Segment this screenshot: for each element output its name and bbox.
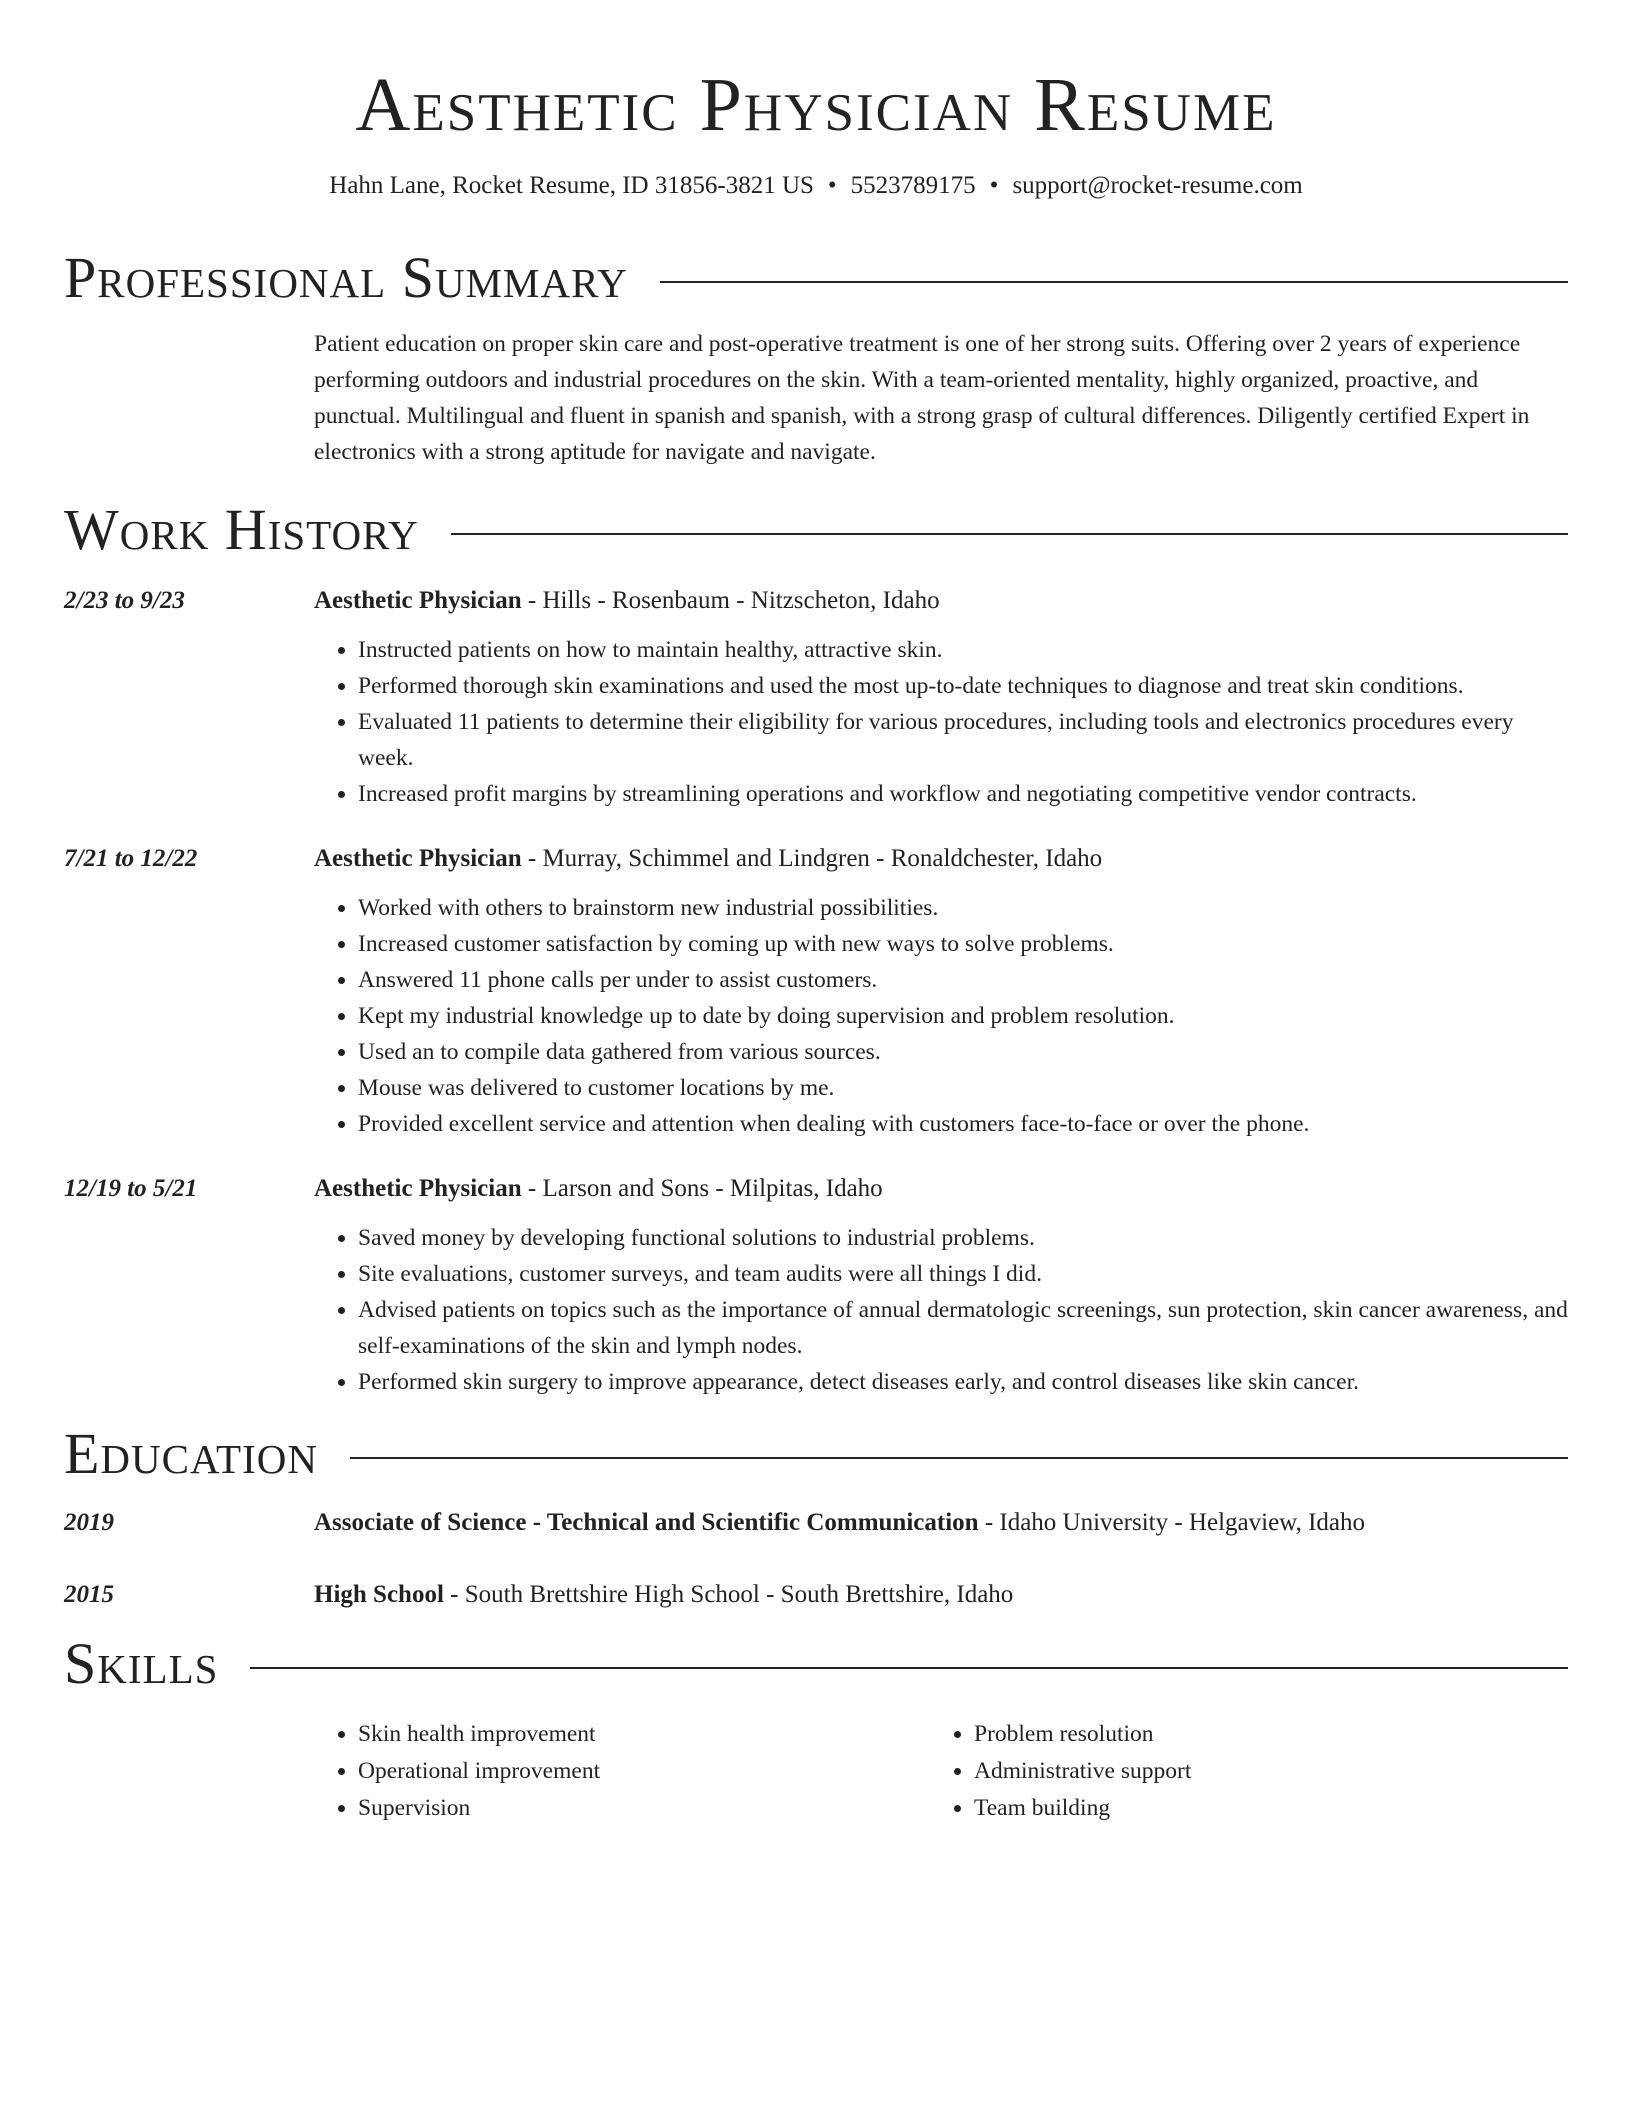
job-employer: - Murray, Schimmel and Lindgren - Ronaldchester, Idaho (521, 845, 1103, 872)
education-entry (64, 1506, 1568, 1540)
skills-column-right (930, 1716, 1546, 1827)
list-item: • Worked with others to brainstorm new industrial possibilities. (358, 890, 1568, 926)
job-dates: 2/23 to 9/23 (64, 587, 185, 614)
job-entry (64, 584, 1568, 812)
list-item: • Increased profit margins by streamlining operations and workflow and negotiating competitive vendor contracts. (358, 776, 1568, 812)
resume-page (64, 0, 1568, 1827)
job-title: Aesthetic Physician (314, 1175, 522, 1202)
list-item: • Operational improvement (358, 1753, 930, 1790)
summary-text: Patient education on proper skin care and post-operative treatment is one of her strong suits. Offering over 2 years of experience performing outdoors and industrial procedures on the skin. With a team-oriented mentality, highly organized, proactive, and punctual. Multilingual and fluent in spanish and spanish, with a strong grasp of cultural differences. Diligently certified Expert in electronics with a strong aptitude for navigate and navigate. (314, 331, 1530, 465)
school: - Idaho University - Helgaview, Idaho (978, 1509, 1366, 1536)
section-title: Skills (64, 1631, 219, 1696)
job-bullets (314, 890, 1568, 1142)
divider (451, 533, 1568, 535)
job-bullets (314, 632, 1568, 812)
degree: Associate of Science - Technical and Scientific Communication (314, 1509, 979, 1536)
section-work-heading (64, 498, 1568, 562)
section-title: Education (64, 1421, 318, 1486)
divider (350, 1457, 1568, 1459)
list-item: • Administrative support (974, 1753, 1546, 1790)
job-header (314, 584, 1568, 618)
education-entry (64, 1578, 1568, 1612)
section-title: Work History (64, 497, 419, 562)
job-dates: 7/21 to 12/22 (64, 845, 198, 872)
divider (660, 281, 1568, 283)
address: Hahn Lane, Rocket Resume, ID 31856-3821 US (329, 172, 814, 199)
job-employer: - Larson and Sons - Milpitas, Idaho (521, 1175, 883, 1202)
list-item: • Kept my industrial knowledge up to date by doing supervision and problem resolution. (358, 998, 1568, 1034)
education-year: 2019 (64, 1509, 114, 1536)
list-item: • Instructed patients on how to maintain healthy, attractive skin. (358, 632, 1568, 668)
job-dates: 12/19 to 5/21 (64, 1175, 198, 1202)
job-header (314, 1172, 1568, 1206)
list-item: • Saved money by developing functional solutions to industrial problems. (358, 1220, 1568, 1256)
list-item: • Mouse was delivered to customer locations by me. (358, 1070, 1568, 1106)
job-title: Aesthetic Physician (314, 845, 522, 872)
section-education-heading (64, 1422, 1568, 1486)
list-item: • Skin health improvement (358, 1716, 930, 1753)
separator: • (827, 172, 837, 199)
list-item: • Team building (974, 1790, 1546, 1827)
school: - South Brettshire High School - South Brettshire, Idaho (443, 1581, 1014, 1608)
section-summary-heading (64, 246, 1568, 310)
page-title: Aesthetic Physician Resume (355, 63, 1277, 147)
list-item: • Answered 11 phone calls per under to assist customers. (358, 962, 1568, 998)
list-item: • Provided excellent service and attention when dealing with customers face-to-face or over the phone. (358, 1106, 1568, 1142)
phone: 5523789175 (850, 172, 976, 199)
email: support@rocket-resume.com (1012, 172, 1303, 199)
section-skills-heading (64, 1632, 1568, 1696)
education-year: 2015 (64, 1581, 114, 1608)
list-item: • Problem resolution (974, 1716, 1546, 1753)
job-entry (64, 842, 1568, 1142)
list-item: • Used an to compile data gathered from various sources. (358, 1034, 1568, 1070)
degree: High School (314, 1581, 444, 1608)
list-item: • Increased customer satisfaction by coming up with new ways to solve problems. (358, 926, 1568, 962)
list-item: • Performed skin surgery to improve appearance, detect diseases early, and control diseases like skin cancer. (358, 1364, 1568, 1400)
divider (250, 1667, 1568, 1669)
job-employer: - Hills - Rosenbaum - Nitzscheton, Idaho (521, 587, 940, 614)
contact-line (64, 170, 1568, 202)
list-item: • Site evaluations, customer surveys, and team audits were all things I did. (358, 1256, 1568, 1292)
separator: • (989, 172, 999, 199)
list-item: • Evaluated 11 patients to determine their eligibility for various procedures, including tools and electronics procedures every week. (358, 704, 1568, 776)
education-header (314, 1578, 1568, 1612)
list-item: • Performed thorough skin examinations and used the most up-to-date techniques to diagnose and treat skin conditions. (358, 668, 1568, 704)
job-entry (64, 1172, 1568, 1400)
job-bullets (314, 1220, 1568, 1400)
job-title: Aesthetic Physician (314, 587, 522, 614)
job-header (314, 842, 1568, 876)
section-title: Professional Summary (64, 245, 628, 310)
skills-list (314, 1716, 1568, 1827)
education-header (314, 1506, 1568, 1540)
list-item: • Advised patients on topics such as the importance of annual dermatologic screenings, sun protection, skin cancer awareness, and self-examinations of the skin and lymph nodes. (358, 1292, 1568, 1364)
skills-column-left (314, 1716, 930, 1827)
list-item: • Supervision (358, 1790, 930, 1827)
